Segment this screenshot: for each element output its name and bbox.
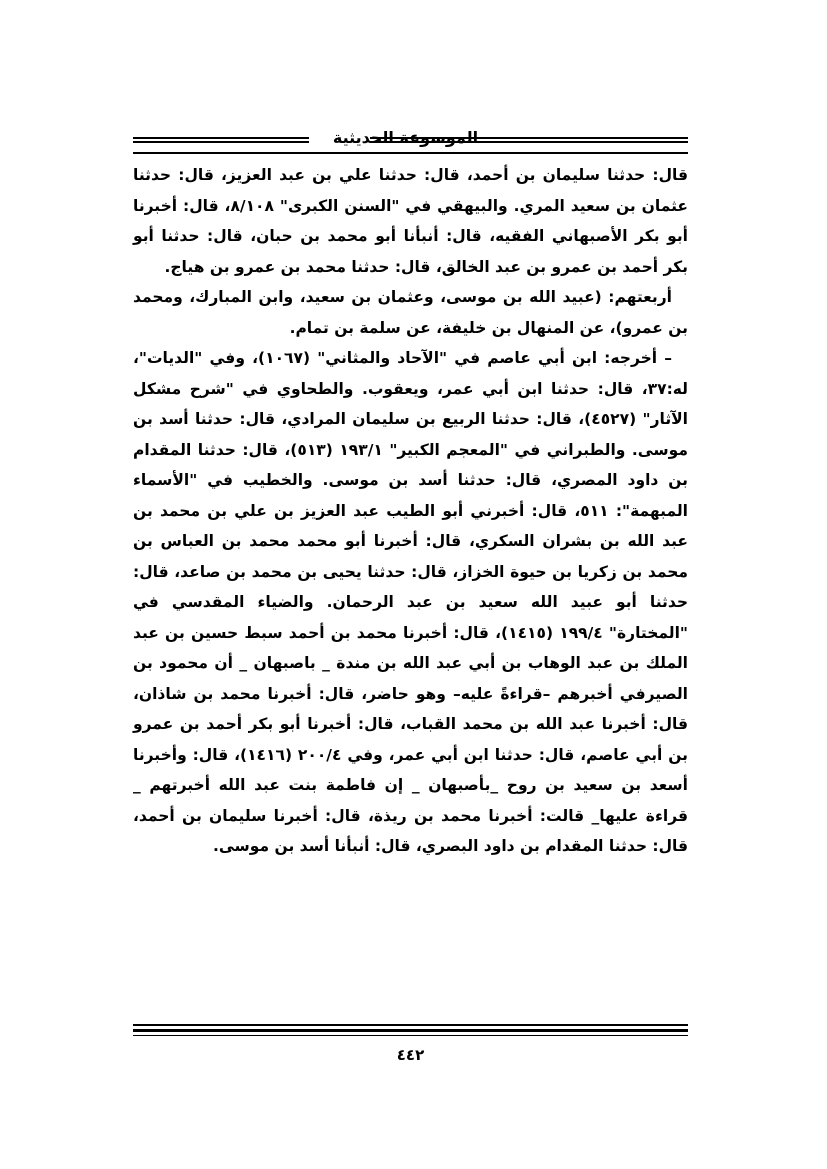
footer-rule-top [133, 1024, 688, 1026]
footer-rule-bottom [133, 1035, 688, 1036]
footer-divider [133, 1024, 688, 1036]
paragraph-3: – أخرجه: ابن أبي عاصم في "الآحاد والمثاني" (١٠٦٧)، وفي "الديات"، له:٣٧، قال: حدثنا ابن أبي عمر، ويعقوب. والطحاوي في "شرح مشكل الآثار" (٤٥٢٧)، قال: حدثنا الربيع بن سليمان المرادي، قال: حدثنا أسد بن موسى. والطبراني في "المعجم الكبير" ١٩٣/١ (٥١٣)، قال: حدثنا المقدام بن داود المصري، قال: حدثنا أسد بن موسى. والخطيب في "الأسماء المبهمة": ٥١١، قال: أخبرني أبو الطيب عبد العزيز بن علي بن محمد بن عبد الله بن بشران السكري، قال: أخبرنا أبو محمد محمد بن العباس بن محمد بن زكريا بن حيوة الخزاز، قال: حدثنا يحيى بن محمد بن صاعد، قال: حدثنا أبو عبيد الله سعيد بن عبد الرحمان. والضياء المقدسي في "المختارة" ١٩٩/٤ (١٤١٥)، قال: أخبرنا محمد بن أحمد سبط حسين بن عبد الملك بن عبد الوهاب بن أبي عبد الله بن مندة _ باصبهان _ أن محمود بن الصيرفي أخبرهم –قراءةً عليه– وهو حاضر، قال: أخبرنا محمد بن شاذان، قال: أخبرنا عبد الله بن محمد القباب، قال: أخبرنا أبو بكر أحمد بن عمرو بن أبي عاصم، قال: حدثنا ابن أبي عمر، وفي ٢٠٠/٤ (١٤١٦)، قال: وأخبرنا أسعد بن سعيد بن روح _بأصبهان _ إن فاطمة بنت عبد الله أخبرتهم _ قراءة عليها_ قالت: أخبرنا محمد بن ريذة، قال: أخبرنا سليمان بن أحمد، قال: حدثنا المقدام بن داود البصري، قال: أنبأنا أسد بن موسى. [133, 349, 689, 855]
header-title: الموسوعة الحديثية [332, 128, 479, 147]
paragraph-2: أربعتهم: (عبيد الله بن موسى، وعثمان بن سعيد، وابن المبارك، ومحمد بن عمرو)، عن المنهال بن خليفة، عن سلمة بن تمام. [133, 288, 688, 337]
footer-rule-middle [133, 1029, 688, 1032]
page-number: ٤٤٢ [396, 1046, 425, 1064]
header-rule-right [370, 137, 688, 143]
paragraph-1: قال: حدثنا سليمان بن أحمد، قال: حدثنا علي بن عبد العزيز، قال: حدثنا عثمان بن سعيد المري. والبيهقي في "السنن الكبرى" ٨/١٠٨، قال: أخبرنا أبو بكر الأصبهاني الفقيه، قال: أنبأنا أبو محمد بن حبان، قال: حدثنا أبو بكر أحمد بن عمرو بن عبد الخالق، قال: حدثنا محمد بن عمرو بن هياج. [133, 166, 688, 276]
header-divider [133, 152, 688, 154]
main-text [133, 160, 688, 862]
header-rule-left [133, 137, 309, 143]
page-header [133, 126, 688, 152]
